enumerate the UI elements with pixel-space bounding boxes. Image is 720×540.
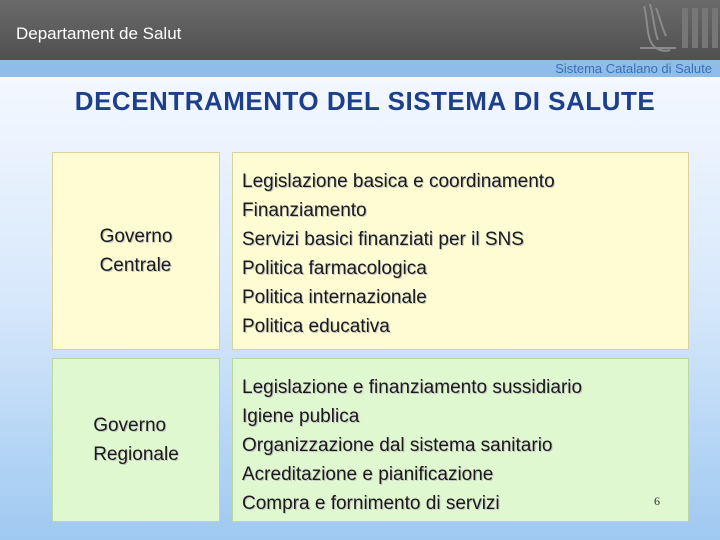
list-item: Igiene publica bbox=[242, 406, 360, 427]
page-title: DECENTRAMENTO DEL SISTEMA DI SALUTE bbox=[74, 86, 656, 116]
list-item: Politica farmacologica bbox=[242, 258, 427, 279]
list-item: Compra e fornimento di servizi bbox=[242, 493, 500, 514]
list-item: Organizzazione dal sistema sanitario bbox=[242, 435, 553, 456]
regional-government-list bbox=[242, 373, 582, 518]
system-subtitle: Sistema Catalano di Salute bbox=[555, 61, 712, 76]
generalitat-logo-icon bbox=[636, 0, 720, 60]
list-item: Acreditazione e pianificazione bbox=[242, 464, 494, 485]
list-item: Finanziamento bbox=[242, 200, 367, 221]
list-item: Servizi basici finanziati per il SNS bbox=[242, 229, 524, 250]
regional-government-label: Governo Regionale bbox=[93, 415, 179, 465]
list-item: Legislazione e finanziamento sussidiario bbox=[242, 377, 583, 398]
page-number: 6 bbox=[654, 494, 660, 508]
central-government-list bbox=[242, 167, 555, 341]
list-item: Legislazione basica e coordinamento bbox=[242, 171, 555, 192]
list-item: Politica educativa bbox=[242, 316, 390, 337]
central-government-label: Governo Centrale bbox=[99, 226, 173, 276]
central-government-label-box bbox=[52, 152, 220, 350]
list-item: Politica internazionale bbox=[242, 287, 427, 308]
department-title: Departament de Salut bbox=[16, 24, 182, 43]
regional-government-label-box bbox=[52, 358, 220, 522]
central-government-items-box bbox=[232, 152, 689, 350]
regional-government-items-box bbox=[232, 358, 689, 522]
